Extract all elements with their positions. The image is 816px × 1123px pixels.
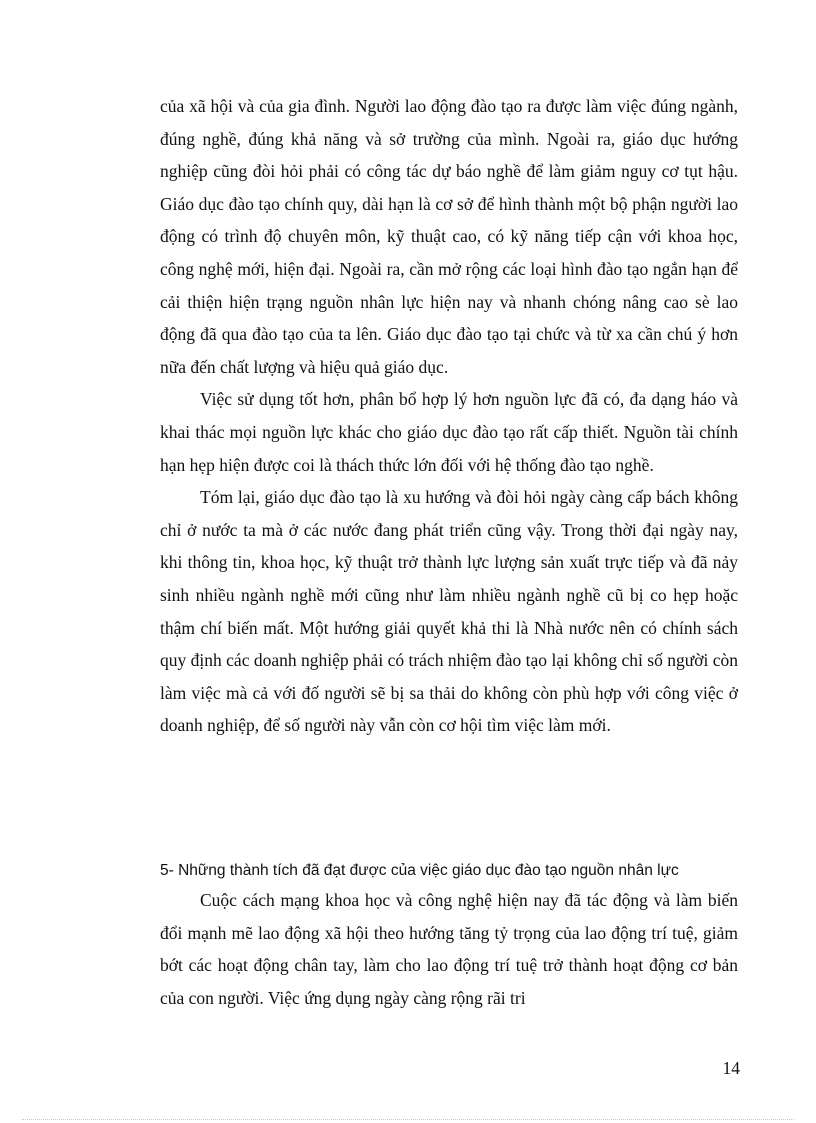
page-number: 14 [722,1058,740,1078]
page-bottom-divider [22,1119,794,1120]
paragraph-2: Việc sử dụng tốt hơn, phân bổ hợp lý hơn nguồn lực đã có, đa dạng háo và khai thác mọi nguồn lực khác cho giáo dục đào tạo rất cấp thiết. Nguồn tài chính hạn hẹp hiện được coi là thách thức lớn đối với hệ thống đào tạo nghề. [160,389,738,475]
body-text-bottom [160,884,738,1014]
paragraph-3: Tóm lại, giáo dục đào tạo là xu hướng và đòi hỏi ngày càng cấp bách không chỉ ở nước ta mà ở các nước đang phát triển cũng vậy. Trong thời đại ngày nay, khi thông tin, khoa học, kỹ thuật trở thành lực lượng sản xuất trực tiếp và đã nảy sinh nhiều ngành nghề mới cũng như làm nhiều ngành nghề cũ bị co hẹp hoặc thậm chí biến mất. Một hướng giải quyết khả thi là Nhà nước nên có chính sách quy định các doanh nghiệp phải có trách nhiệm đào tạo lại không chỉ số người còn làm việc mà cả với đố người sẽ bị sa thải do không còn phù hợp với công việc ở doanh nghiệp, để số người này vẫn còn cơ hội tìm việc làm mới. [160,487,738,736]
paragraph-4: Cuộc cách mạng khoa học và công nghệ hiện nay đã tác động và làm biến đổi mạnh mẽ lao động xã hội theo hướng tăng tỷ trọng của lao động trí tuệ, giảm bớt các hoạt động chân tay, làm cho lao động trí tuệ trở thành hoạt động cơ bản của con người. Việc ứng dụng ngày càng rộng rãi tri [160,890,738,1008]
section-heading: 5- Những thành tích đã đạt được của việc giáo dục đào tạo nguồn nhân lực [160,862,679,879]
body-text-top [160,90,738,742]
paragraph-1: của xã hội và của gia đình. Người lao động đào tạo ra được làm việc đúng ngành, đúng nghề, đúng khả năng và sở trường của mình. Ngoài ra, giáo dục hướng nghiệp cũng đòi hỏi phải có công tác dự báo nghề để làm giảm nguy cơ tụt hậu. Giáo dục đào tạo chính quy, dài hạn là cơ sở để hình thành một bộ phận người lao động có trình độ chuyên môn, kỹ thuật cao, có kỹ năng tiếp cận với khoa học, công nghệ mới, hiện đại. Ngoài ra, cần mở rộng các loại hình đào tạo ngắn hạn để cải thiện hiện trạng nguồn nhân lực hiện nay và nhanh chóng nâng cao sè lao động đã qua đào tạo của ta lên. Giáo dục đào tạo tại chức và từ xa cần chú ý hơn nữa đến chất lượng và hiệu quả giáo dục. [160,96,738,377]
